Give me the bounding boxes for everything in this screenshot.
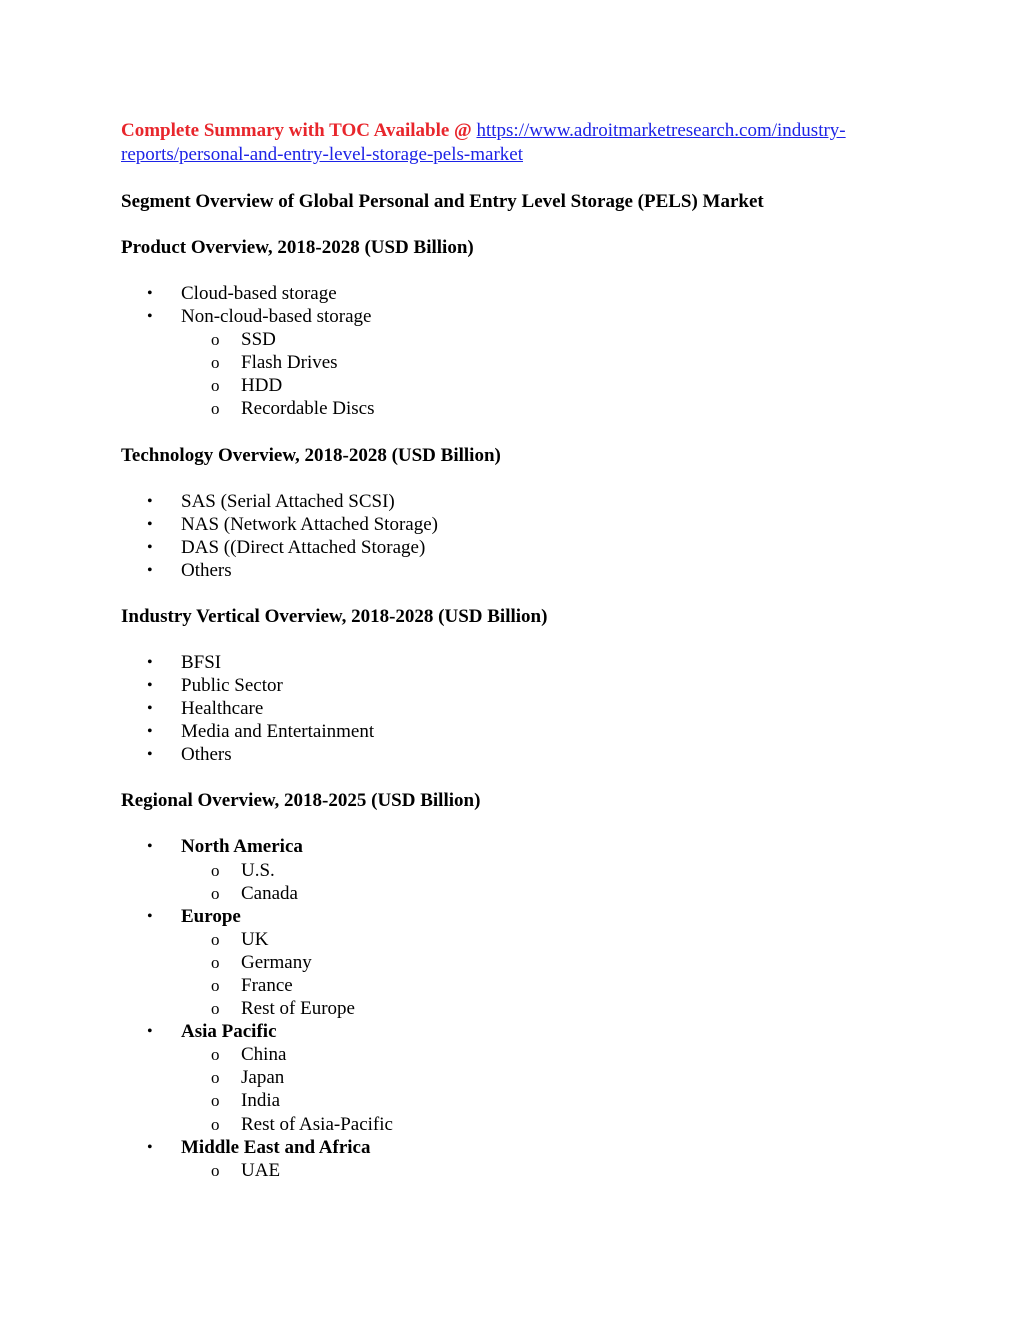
product-list — [121, 282, 911, 421]
region-item-north-america: • North America o U.S. o Canada — [121, 835, 911, 904]
sub-list-item: o Flash Drives — [211, 352, 338, 374]
list-item: • Public Sector — [147, 675, 283, 697]
sub-list-item: o UAE — [211, 1159, 281, 1181]
north-america-sublist — [181, 859, 911, 905]
list-item: • Non-cloud-based storage o SSD o Flash Drives o HDD o Recordable Discs — [121, 305, 911, 420]
circle-bullet-icon: o — [211, 399, 220, 419]
sub-list-item: o HDD — [211, 375, 283, 397]
sub-list-item: o France — [211, 974, 293, 996]
circle-bullet-icon: o — [211, 1068, 220, 1088]
sub-list-item: o China — [211, 1044, 287, 1066]
region-item-europe: • Europe o UK o Germany o France o Rest of Europe — [121, 905, 911, 1020]
circle-bullet-icon: o — [211, 860, 220, 880]
bullet-icon: • — [147, 538, 153, 556]
circle-bullet-icon: o — [211, 952, 220, 972]
list-item: • SAS (Serial Attached SCSI) — [147, 490, 395, 512]
bullet-icon: • — [147, 561, 153, 579]
bullet-icon: • — [147, 515, 153, 533]
circle-bullet-icon: o — [211, 975, 220, 995]
bullet-icon: • — [147, 653, 153, 671]
bullet-icon: • — [147, 1023, 153, 1041]
sub-list-item: o India — [211, 1090, 281, 1112]
circle-bullet-icon: o — [211, 929, 220, 949]
bullet-icon: • — [147, 907, 153, 925]
list-item: • Others — [147, 744, 232, 766]
bullet-icon: • — [147, 838, 153, 856]
sub-list-item: o Rest of Europe — [211, 998, 355, 1020]
list-item: • Cloud-based storage — [147, 283, 337, 304]
document-page — [121, 119, 911, 1182]
technology-heading: Technology Overview, 2018-2028 (USD Billion) — [121, 444, 501, 466]
list-item: • NAS (Network Attached Storage) — [147, 513, 438, 535]
circle-bullet-icon: o — [211, 330, 220, 350]
bullet-icon: • — [147, 746, 153, 764]
circle-bullet-icon: o — [211, 1045, 220, 1065]
list-item: • Media and Entertainment — [147, 721, 375, 743]
industry-heading: Industry Vertical Overview, 2018-2028 (USD Billion) — [121, 605, 548, 627]
bullet-icon: • — [147, 285, 153, 302]
bullet-icon: • — [147, 1138, 153, 1156]
asia-pacific-sublist — [181, 1043, 911, 1135]
circle-bullet-icon: o — [211, 353, 220, 373]
bullet-icon: • — [147, 492, 153, 510]
sub-list-item: o Canada — [211, 882, 298, 904]
industry-list — [121, 651, 911, 766]
bullet-icon: • — [147, 677, 153, 695]
report-link[interactable]: https://www.adroitmarketresearch.com/industry- reports/personal-and-entry-level-storage-pels-market — [121, 120, 846, 165]
sub-list-item: o Rest of Asia-Pacific — [211, 1113, 393, 1135]
europe-sublist — [181, 928, 911, 1020]
sub-list-item: o Germany — [211, 951, 312, 973]
circle-bullet-icon: o — [211, 1160, 220, 1180]
sub-list-item: o UK — [211, 928, 269, 950]
bullet-icon: • — [147, 723, 153, 741]
bullet-icon: • — [147, 700, 153, 718]
segment-title: Segment Overview of Global Personal and Entry Level Storage (PELS) Market — [121, 191, 764, 212]
bullet-icon: • — [147, 308, 153, 326]
sub-list-item: o U.S. — [211, 859, 275, 881]
circle-bullet-icon: o — [211, 1091, 220, 1111]
circle-bullet-icon: o — [211, 999, 220, 1019]
list-item: • BFSI — [147, 651, 222, 673]
sub-list-item: o SSD — [211, 329, 276, 351]
circle-bullet-icon: o — [211, 1114, 220, 1134]
circle-bullet-icon: o — [211, 883, 220, 903]
region-item-middle-east-africa: • Middle East and Africa o UAE — [121, 1136, 911, 1182]
list-item: • Others — [147, 559, 232, 581]
summary-lead: Complete Summary with TOC Available @ — [121, 120, 472, 141]
list-item: • Healthcare — [147, 698, 264, 720]
circle-bullet-icon: o — [211, 376, 220, 396]
product-heading: Product Overview, 2018-2028 (USD Billion) — [121, 237, 474, 258]
regional-list — [121, 835, 911, 1181]
list-item: • DAS ((Direct Attached Storage) — [147, 536, 426, 558]
technology-list — [121, 490, 911, 582]
noncloud-sublist — [181, 328, 911, 420]
sub-list-item: o Recordable Discs — [211, 398, 375, 420]
region-item-asia-pacific: • Asia Pacific o China o Japan o India o Rest of Asia-Pacific — [121, 1020, 911, 1135]
sub-list-item: o Japan — [211, 1067, 285, 1089]
summary-line — [121, 119, 911, 167]
regional-heading: Regional Overview, 2018-2025 (USD Billion) — [121, 790, 481, 812]
mea-sublist — [181, 1159, 911, 1182]
